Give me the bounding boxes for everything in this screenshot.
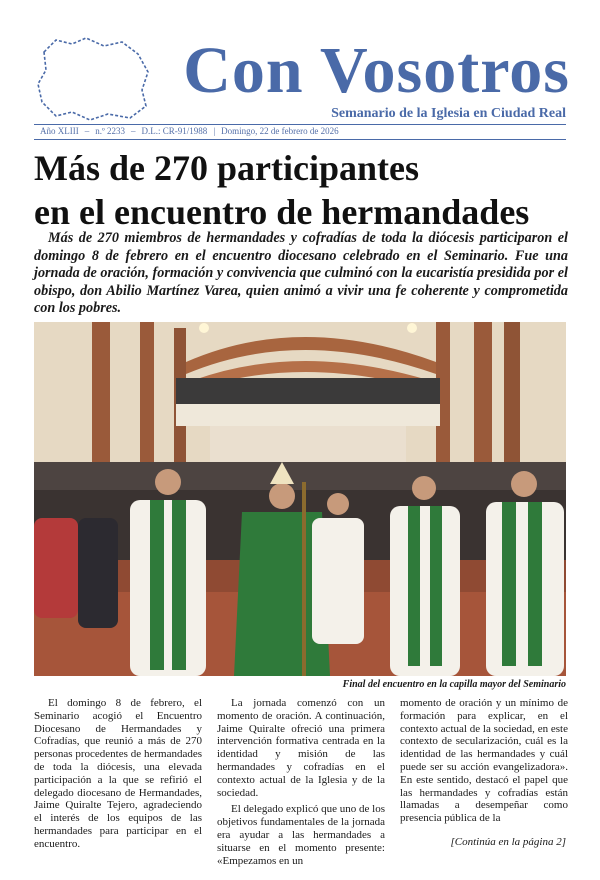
masthead xyxy=(34,28,570,128)
article-lead: Más de 270 miembros de hermandades y cofradías de toda la diócesis participaron el domingo 8 de febrero en el encuentro diocesano celebrado en el Seminario. Fue una jornada de oración, formación y convivencia que culminó con la eucaristía presidida por el obispo, don Abilio Martínez Varea, quien animó a vivir una fe coherente y comprometida con los pobres. xyxy=(34,230,568,316)
article-column xyxy=(400,697,568,857)
masthead-title: Con Vosotros xyxy=(183,34,570,107)
article-photo xyxy=(34,322,566,676)
paragraph: momento de oración y un mínimo de formación para explicar, en el contexto actual de la sociedad, en este contexto de secularización, cuál es la identidad de las hermandades y cuál puede ser su acción evangelizadora». En este sentido, destacó el papel que las hermandades y cofradías están llamadas a desempeñar como presencia pública de la xyxy=(400,697,568,825)
article-column xyxy=(217,697,385,867)
article-body xyxy=(34,697,568,867)
issue-date: Domingo, 22 de febrero de 2026 xyxy=(221,126,339,136)
masthead-subtitle: Semanario de la Iglesia en Ciudad Real xyxy=(331,106,566,121)
headline-line: en el encuentro de hermandades xyxy=(34,192,530,232)
article-headline xyxy=(34,146,574,234)
paragraph: El delegado explicó que uno de los objetivos fundamentales de la jornada era ayudar a las hermandades a situarse en el momento presente: «Empezamos en un xyxy=(217,803,385,867)
priest-figure xyxy=(390,476,460,676)
issue-legal-deposit: D.L.: CR-91/1988 xyxy=(141,126,208,136)
divider xyxy=(34,139,566,140)
photo-caption: Final del encuentro en la capilla mayor del Seminario xyxy=(342,679,566,690)
chapel-photo-illustration xyxy=(34,322,566,676)
article-column xyxy=(34,697,202,857)
issue-info: Año XLIII – n.º 2233 – D.L.: CR-91/1988 | Domingo, 22 de febrero de 2026 xyxy=(34,126,566,136)
divider xyxy=(34,124,566,125)
paragraph: El domingo 8 de febrero, el Seminario acogió el Encuentro Diocesano de Hermandades y Cofradías, que reunió a más de 270 personas procedentes de hermandades de toda la diócesis, una elevada participación a la que se refirió el delegado diocesano de Hermandades, Jaime Quiralte Tejero, agradeciendo el interés de los equipos de las hermandades para participar en el encuentro. xyxy=(34,697,202,850)
continue-note: [Continúa en la página 2] xyxy=(450,836,566,848)
issue-number: n.º 2233 xyxy=(95,126,126,136)
paragraph: La jornada comenzó con un momento de oración. A continuación, Jaime Quiralte ofreció una primera intervención formativa centrada en la identidad y misión de las hermandades y cofradías en el contexto actual de la Iglesia y de la sociedad. xyxy=(217,697,385,799)
priest-figure xyxy=(130,469,206,676)
headline-line: Más de 270 participantes xyxy=(34,148,419,188)
issue-year: Año XLIII xyxy=(40,126,79,136)
